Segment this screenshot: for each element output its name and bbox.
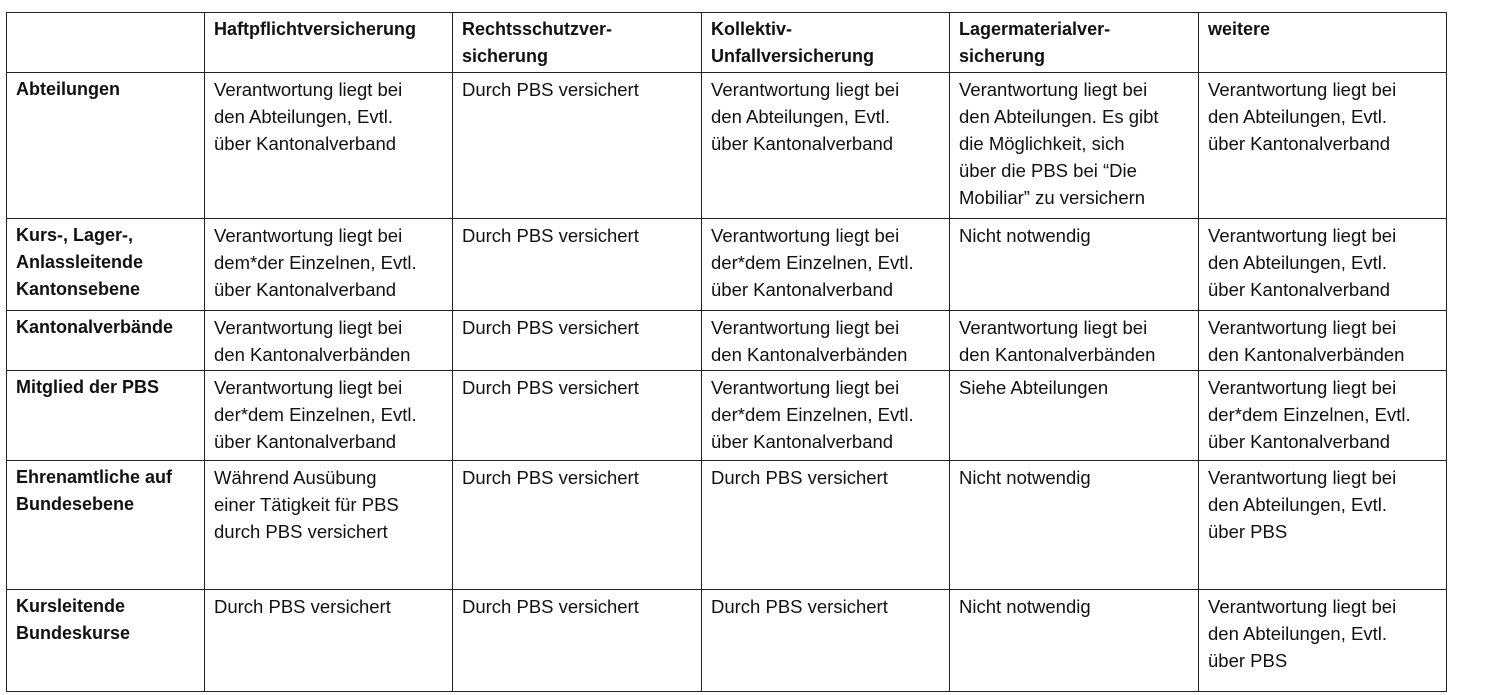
table-cell: Durch PBS versichert xyxy=(453,590,702,692)
table-cell: Durch PBS versichert xyxy=(453,311,702,371)
insurance-table xyxy=(6,12,1447,692)
table-row xyxy=(7,73,1447,219)
header-cell-kollektiv-unfall: Kollektiv- Unfallversicherung xyxy=(702,13,950,73)
table-cell: Verantwortung liegt bei der*dem Einzelnen, Evtl. über Kantonalverband xyxy=(1199,371,1447,461)
table-cell: Verantwortung liegt bei den Abteilungen, Evtl. über Kantonalverband xyxy=(702,73,950,219)
table-header-row xyxy=(7,13,1447,73)
table-cell: Durch PBS versichert xyxy=(205,590,453,692)
table-cell: Nicht notwendig xyxy=(950,219,1199,311)
table-row xyxy=(7,461,1447,590)
table-cell: Durch PBS versichert xyxy=(702,590,950,692)
table-cell: Verantwortung liegt bei den Abteilungen. Es gibt die Möglichkeit, sich über die PBS bei “Die Mobiliar” zu versichern xyxy=(950,73,1199,219)
table-cell: Verantwortung liegt bei den Abteilungen, Evtl. über Kantonalverband xyxy=(1199,73,1447,219)
table-cell: Während Ausübung einer Tätigkeit für PBS durch PBS versichert xyxy=(205,461,453,590)
table-cell: Verantwortung liegt bei den Abteilungen, Evtl. über Kantonalverband xyxy=(205,73,453,219)
row-label: Abteilungen xyxy=(7,73,205,219)
table-cell: Durch PBS versichert xyxy=(702,461,950,590)
row-label: Kurs-, Lager-, Anlassleitende Kantonsebene xyxy=(7,219,205,311)
table-cell: Nicht notwendig xyxy=(950,590,1199,692)
table-cell: Verantwortung liegt bei den Abteilungen, Evtl. über Kantonalverband xyxy=(1199,219,1447,311)
table-cell: Verantwortung liegt bei den Abteilungen, Evtl. über PBS xyxy=(1199,461,1447,590)
header-cell-weitere: weitere xyxy=(1199,13,1447,73)
table-cell: Verantwortung liegt bei dem*der Einzelnen, Evtl. über Kantonalverband xyxy=(205,219,453,311)
table-cell: Verantwortung liegt bei den Kantonalverbänden xyxy=(205,311,453,371)
table-cell: Verantwortung liegt bei der*dem Einzelnen, Evtl. über Kantonalverband xyxy=(702,371,950,461)
table-cell: Verantwortung liegt bei den Kantonalverbänden xyxy=(1199,311,1447,371)
header-cell-lagermaterial: Lagermaterialver- sicherung xyxy=(950,13,1199,73)
row-label: Kantonalverbände xyxy=(7,311,205,371)
table-row xyxy=(7,219,1447,311)
table-cell: Nicht notwendig xyxy=(950,461,1199,590)
row-label: Mitglied der PBS xyxy=(7,371,205,461)
table-cell: Durch PBS versichert xyxy=(453,461,702,590)
header-cell-rechtsschutz: Rechtsschutzver- sicherung xyxy=(453,13,702,73)
header-cell-empty xyxy=(7,13,205,73)
table-cell: Verantwortung liegt bei der*dem Einzelnen, Evtl. über Kantonalverband xyxy=(702,219,950,311)
table-cell: Verantwortung liegt bei den Abteilungen, Evtl. über PBS xyxy=(1199,590,1447,692)
table-row xyxy=(7,371,1447,461)
table-cell: Verantwortung liegt bei der*dem Einzelnen, Evtl. über Kantonalverband xyxy=(205,371,453,461)
table-row xyxy=(7,590,1447,692)
table-cell: Siehe Abteilungen xyxy=(950,371,1199,461)
table-cell: Durch PBS versichert xyxy=(453,219,702,311)
table-cell: Durch PBS versichert xyxy=(453,371,702,461)
header-cell-haftpflicht: Haftpflichtversicherung xyxy=(205,13,453,73)
table-row xyxy=(7,311,1447,371)
table-cell: Verantwortung liegt bei den Kantonalverbänden xyxy=(702,311,950,371)
row-label: Kursleitende Bundeskurse xyxy=(7,590,205,692)
table-cell: Verantwortung liegt bei den Kantonalverbänden xyxy=(950,311,1199,371)
table-cell: Durch PBS versichert xyxy=(453,73,702,219)
row-label: Ehrenamtliche auf Bundesebene xyxy=(7,461,205,590)
